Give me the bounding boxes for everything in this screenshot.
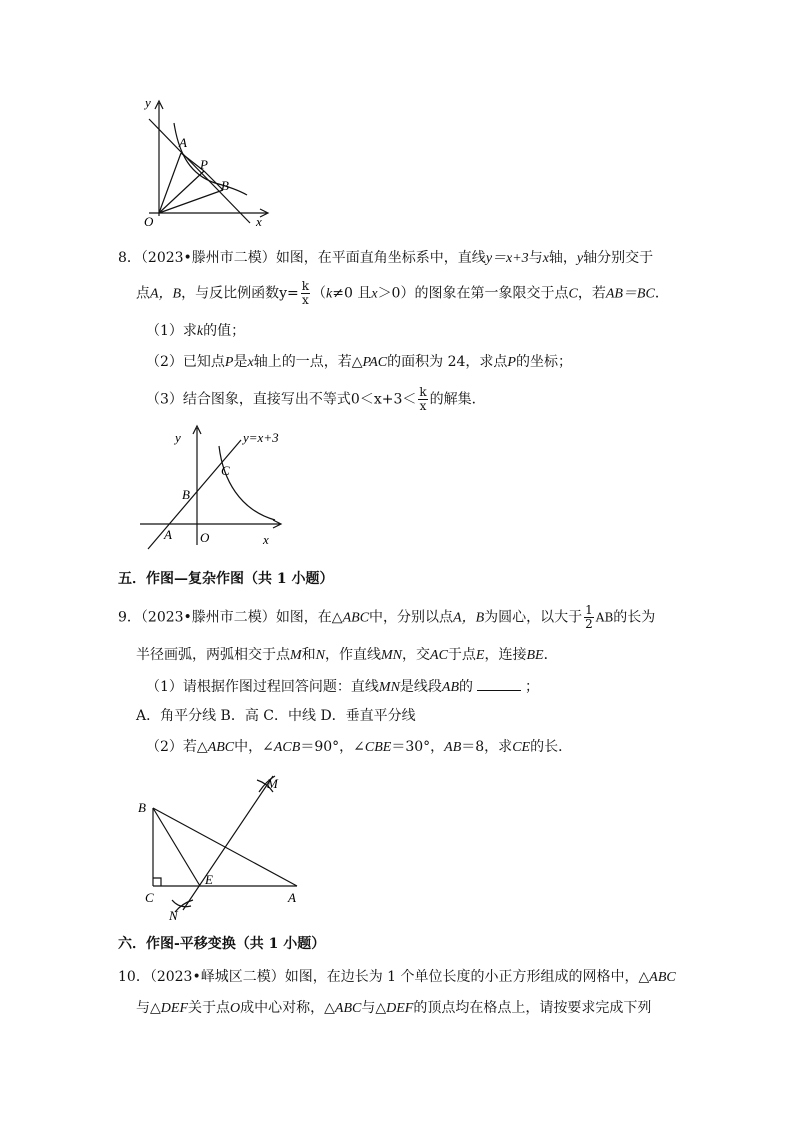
q8-text: ≠0 且	[332, 285, 372, 302]
label-O: O	[144, 214, 154, 229]
q8-text: 轴，	[548, 250, 577, 266]
q9-text: 如图，在△	[275, 609, 343, 626]
q9-var: MN	[381, 648, 403, 663]
q9-var: E	[475, 648, 485, 663]
q9-text: ，作直线	[325, 647, 382, 663]
q9-var: AC	[430, 648, 448, 663]
line-y-equals-x-plus-3	[148, 440, 241, 549]
q9-var: ABC	[342, 610, 370, 626]
q9-text: 是线段	[399, 679, 442, 695]
q9-var: ACB	[273, 740, 301, 755]
section-6-heading: 六．作图-平移变换（共 1 小题）	[118, 936, 326, 952]
q8-var: x	[247, 355, 254, 370]
label-C: C	[145, 890, 154, 905]
q8-text: （3）结合图象，直接写出不等式	[146, 391, 351, 408]
q9-text: 为圆心，以大于	[484, 609, 583, 626]
q8-text: 的面积为 24，求点	[387, 354, 508, 370]
q8-text: ＞0）的图象在第一象限交于点	[377, 285, 569, 302]
label-B: B	[138, 800, 146, 815]
q10-text: 如图，在边长为 1 个单位长度的小正方形组成的网格中，△	[284, 969, 650, 985]
q9-source: （2023•滕州市二模）	[140, 609, 276, 626]
label-P: P	[200, 157, 208, 172]
fraction-denominator: x	[302, 293, 309, 307]
q8-func: y=	[279, 285, 299, 302]
q9-text: 的	[459, 679, 474, 695]
q9-var: ABC	[207, 740, 235, 755]
q8-text: 的值；	[203, 323, 246, 339]
q9-text: 中，∠	[234, 739, 274, 755]
fraction-numerator: k	[419, 385, 427, 399]
q10-line-1	[118, 967, 676, 988]
q9-var: MN	[378, 680, 400, 695]
label-A: A	[288, 890, 296, 905]
q8-inequality: 0＜x+3＜	[350, 391, 417, 408]
q10-line-2	[136, 998, 651, 1019]
q9-var: CBE	[364, 740, 392, 755]
q10-text: 的顶点均在格点上，请按要求完成下列	[413, 1000, 652, 1016]
q9-var: AB	[444, 740, 462, 755]
q9-text: 半径画弧，两弧相交于点	[136, 647, 290, 663]
q10-text: 成中心对称，△	[240, 1000, 335, 1016]
answer-blank[interactable]	[477, 676, 521, 691]
q10-var: DEF	[386, 1001, 414, 1016]
q8-fraction	[301, 280, 310, 307]
q9-line-1	[118, 604, 655, 631]
q8-var: k	[326, 286, 333, 302]
label-N: N	[169, 908, 178, 923]
q10-text: 与△	[361, 1000, 387, 1016]
label-C: C	[221, 463, 230, 478]
q8-line-2	[136, 280, 669, 307]
q8-sub-1	[146, 321, 245, 342]
q8-text: （1）求	[146, 323, 197, 339]
q9-text: ＝8，求	[461, 739, 513, 755]
q8-text: 如图，在平面直角坐标系中，直线	[275, 250, 486, 266]
q9-var: AB	[595, 610, 614, 625]
q8-text: 点	[136, 285, 150, 302]
segment-OA	[159, 153, 181, 213]
label-y: y	[175, 430, 181, 445]
q9-text: （2）若△	[146, 739, 208, 755]
q9-fraction	[584, 604, 594, 631]
q8-text: 是	[233, 354, 248, 370]
line-MN	[183, 776, 273, 910]
right-angle-mark	[153, 878, 161, 886]
q8-var: y	[576, 251, 584, 266]
q10-var: DEF	[160, 1001, 188, 1016]
q9-text: ＝90°，∠	[300, 739, 365, 755]
q10-source: （2023•峄城区二模）	[149, 969, 285, 985]
q8-text: 与	[528, 250, 543, 266]
q8-line-equation: y＝x+3	[485, 251, 529, 266]
q9-text: ；	[525, 679, 540, 695]
q9-var: BE	[526, 648, 544, 663]
q8-text: ，与反比例函数	[181, 285, 280, 302]
q10-text: 与△	[136, 1000, 161, 1016]
q9-var: A，B	[453, 610, 485, 626]
label-M: M	[267, 776, 278, 791]
q9-text: ，交	[402, 647, 431, 663]
q9-number: 9．	[118, 609, 141, 626]
q10-var: ABC	[649, 970, 676, 985]
q9-text: ＝30°，	[391, 739, 445, 755]
q8-fraction-2	[418, 386, 427, 413]
q10-number: 10．	[118, 969, 150, 985]
q8-text: ，若	[577, 285, 606, 302]
q9-text: ，连接	[484, 647, 527, 663]
q9-text: 和	[301, 647, 316, 663]
q10-text: 关于点	[188, 1000, 230, 1016]
q8-number: 8．	[118, 250, 141, 266]
section-5-heading: 五．作图—复杂作图（共 1 小题）	[118, 571, 334, 587]
q8-text: ．	[654, 285, 669, 302]
q9-text: 中，分别以点	[369, 609, 454, 626]
segment-OP	[159, 171, 204, 213]
q9-var: AB	[441, 680, 460, 695]
label-E: E	[205, 872, 213, 887]
q8-source: （2023•滕州市二模）	[140, 250, 276, 266]
figure-q9-perpendicular-bisector	[135, 770, 310, 925]
label-B: B	[182, 487, 190, 502]
hyperbola-curve	[174, 123, 247, 195]
fraction-denominator: x	[419, 399, 427, 413]
q9-options: A．角平分线 B．高 C．中线 D．垂直平分线	[136, 708, 416, 724]
label-O: O	[200, 530, 210, 545]
label-B: B	[221, 178, 229, 193]
q8-text: 轴分别交于	[583, 250, 654, 266]
label-A: A	[179, 135, 187, 150]
q8-var: x	[371, 286, 378, 302]
q9-line-2	[136, 645, 558, 666]
q8-sub-2	[146, 352, 572, 373]
q8-sub-3	[146, 386, 486, 413]
q9-text: 的长为	[613, 609, 656, 626]
q8-var: k	[196, 324, 204, 339]
q8-var: x	[542, 251, 549, 266]
q8-line-1	[118, 248, 653, 269]
q10-var: ABC	[334, 1001, 362, 1016]
q9-sub-2	[146, 737, 572, 758]
q9-var: M	[290, 648, 302, 663]
q9-sub-1	[146, 676, 539, 698]
q8-text: （2）已知点	[146, 354, 225, 370]
label-y: y	[145, 95, 151, 110]
q9-text: （1）请根据作图过程回答问题：直线	[146, 679, 379, 695]
q9-text: 于点	[447, 647, 476, 663]
q9-var: N	[315, 648, 326, 663]
segment-OB	[159, 190, 223, 213]
q8-var: A，B	[150, 286, 182, 302]
q8-text: 的坐标；	[515, 354, 572, 370]
label-line-equation: y=x+3	[243, 430, 279, 445]
q9-text: 的长．	[530, 739, 573, 755]
q8-text: 的解集．	[429, 391, 486, 408]
q8-var: P	[507, 355, 516, 370]
q8-var: PAC	[362, 355, 388, 370]
q8-var: P	[224, 355, 234, 370]
segment-BE	[153, 808, 200, 886]
q8-var: AB＝BC	[605, 286, 655, 302]
fraction-numerator: 1	[585, 603, 593, 617]
hyperbola-curve	[219, 446, 275, 520]
label-A: A	[164, 527, 172, 542]
fraction-numerator: k	[301, 279, 310, 293]
q8-text: 轴上的一点，若△	[253, 354, 363, 370]
q8-var: C	[568, 286, 578, 302]
q9-var: CE	[512, 740, 531, 755]
figure-inverse-function-triangle	[135, 95, 275, 230]
label-x: x	[256, 214, 262, 229]
figure-q8-line-and-hyperbola	[135, 420, 285, 550]
fraction-denominator: 2	[585, 617, 593, 631]
q8-text: （	[312, 285, 327, 302]
label-x: x	[263, 532, 269, 547]
q9-text: ．	[543, 647, 558, 663]
q10-var: O	[230, 1001, 241, 1016]
